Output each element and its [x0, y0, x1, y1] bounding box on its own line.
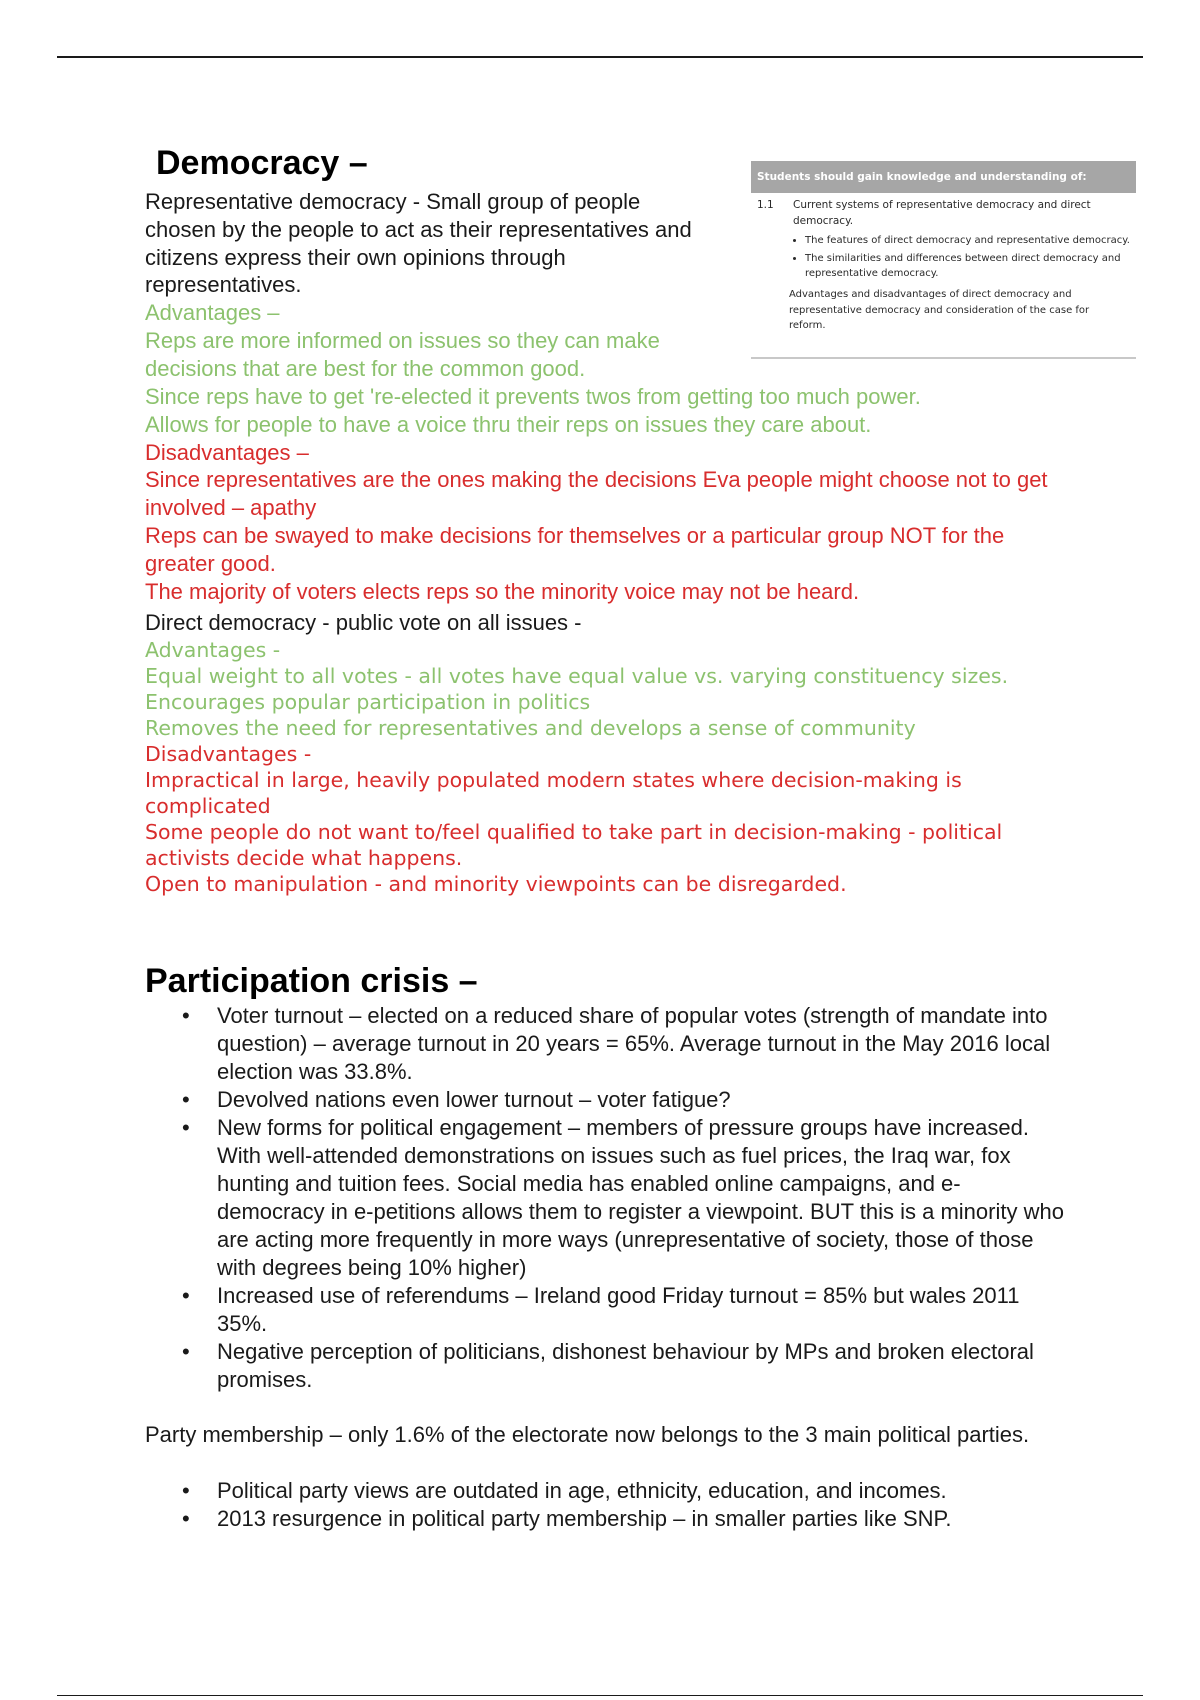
dir-disadvantages-heading: Disadvantages -	[145, 741, 312, 766]
spec-bullet: • The features of direct democracy and representative democracy.	[805, 233, 1136, 248]
top-rule	[57, 56, 1143, 58]
participation-bullet: • Voter turnout – elected on a reduced share of popular votes (strength of mandate into question) – average turnout in 20 years = 65%. Average turnout in the May 2016 local election was 33.8%.	[145, 1002, 1065, 1086]
rep-advantages-heading: Advantages –	[145, 300, 280, 326]
dir-disadvantage-item: Impractical in large, heavily populated modern states where decision-making is complicated	[145, 767, 962, 818]
direct-democracy-block	[145, 609, 1045, 897]
party-bullet: • 2013 resurgence in political party membership – in smaller parties like SNP.	[145, 1505, 1065, 1533]
participation-bullet: • Negative perception of politicians, dishonest behaviour by MPs and broken electoral promises.	[145, 1338, 1065, 1394]
rep-disadvantage-item: Since representatives are the ones making the decisions Eva people might choose not to get involved – apathy	[145, 467, 1048, 521]
dir-advantage-item: Removes the need for representatives and develops a sense of community	[145, 715, 916, 740]
spec-number: 1.1	[757, 199, 774, 211]
dir-advantage-item: Encourages popular participation in politics	[145, 689, 591, 714]
democracy-title: Democracy –	[156, 144, 368, 182]
spec-footer: Advantages and disadvantages of direct democracy and representative democracy and consideration of the case for reform.	[789, 289, 1090, 331]
rep-disadvantages-heading: Disadvantages –	[145, 439, 309, 465]
direct-definition: Direct democracy - public vote on all issues -	[145, 610, 582, 635]
spec-header: Students should gain knowledge and understanding of:	[751, 161, 1136, 193]
dir-advantages-heading: Advantages -	[145, 637, 281, 662]
participation-bullets	[145, 1002, 1065, 1394]
rep-advantage-item: Since reps have to get 're-elected it prevents twos from getting too much power.	[145, 384, 921, 409]
spec-bullets	[751, 233, 1136, 281]
party-bullets	[145, 1477, 1065, 1533]
dir-disadvantage-item: Open to manipulation - and minority viewpoints can be disregarded.	[145, 871, 847, 896]
spec-row	[751, 197, 1136, 229]
spec-item: Current systems of representative democracy and direct democracy.	[793, 199, 1091, 227]
rep-continued-block	[145, 383, 1065, 605]
participation-bullet: • Devolved nations even lower turnout – voter fatigue?	[145, 1086, 1065, 1114]
rep-disadvantage-item: Reps can be swayed to make decisions for themselves or a particular group NOT for the greater good.	[145, 522, 1005, 576]
representative-definition: Representative democracy - Small group of people chosen by the people to act as their representatives and citizens express their own opinions through representatives.	[145, 189, 692, 298]
participation-bullet: • Increased use of referendums – Ireland good Friday turnout = 85% but wales 2011 35%.	[145, 1282, 1065, 1338]
participation-bullet: • New forms for political engagement – members of pressure groups have increased. With well-attended demonstrations on issues such as fuel prices, the Iraq war, fox hunting and tuition fees. Social media has enabled online campaigns, and e-democracy in e-petitions allows them to register a viewpoint. BUT this is a minority who are acting more frequently in more ways (unrepresentative of society, those of those with degrees being 10% higher)	[145, 1114, 1065, 1282]
dir-disadvantage-item: Some people do not want to/feel qualified to take part in decision-making - political activists decide what happens.	[145, 819, 1003, 870]
rep-advantage-item: Allows for people to have a voice thru their reps on issues they care about.	[145, 411, 872, 437]
dir-advantage-item: Equal weight to all votes - all votes have equal value vs. varying constituency sizes.	[145, 663, 1009, 688]
bottom-rule	[57, 1695, 1143, 1696]
rep-disadvantage-item: The majority of voters elects reps so the minority voice may not be heard.	[145, 578, 860, 604]
spec-bullet: • The similarities and differences between direct democracy and representative democracy.	[805, 251, 1136, 281]
party-membership-text: Party membership – only 1.6% of the electorate now belongs to the 3 main political parties.	[145, 1422, 1030, 1447]
participation-title: Participation crisis –	[145, 962, 478, 1000]
party-bullet: • Political party views are outdated in age, ethnicity, education, and incomes.	[145, 1477, 1065, 1505]
representative-block	[145, 188, 715, 383]
specification-box	[751, 161, 1136, 359]
rep-advantage-item: Reps are more informed on issues so they can make decisions that are best for the common good.	[145, 327, 660, 381]
